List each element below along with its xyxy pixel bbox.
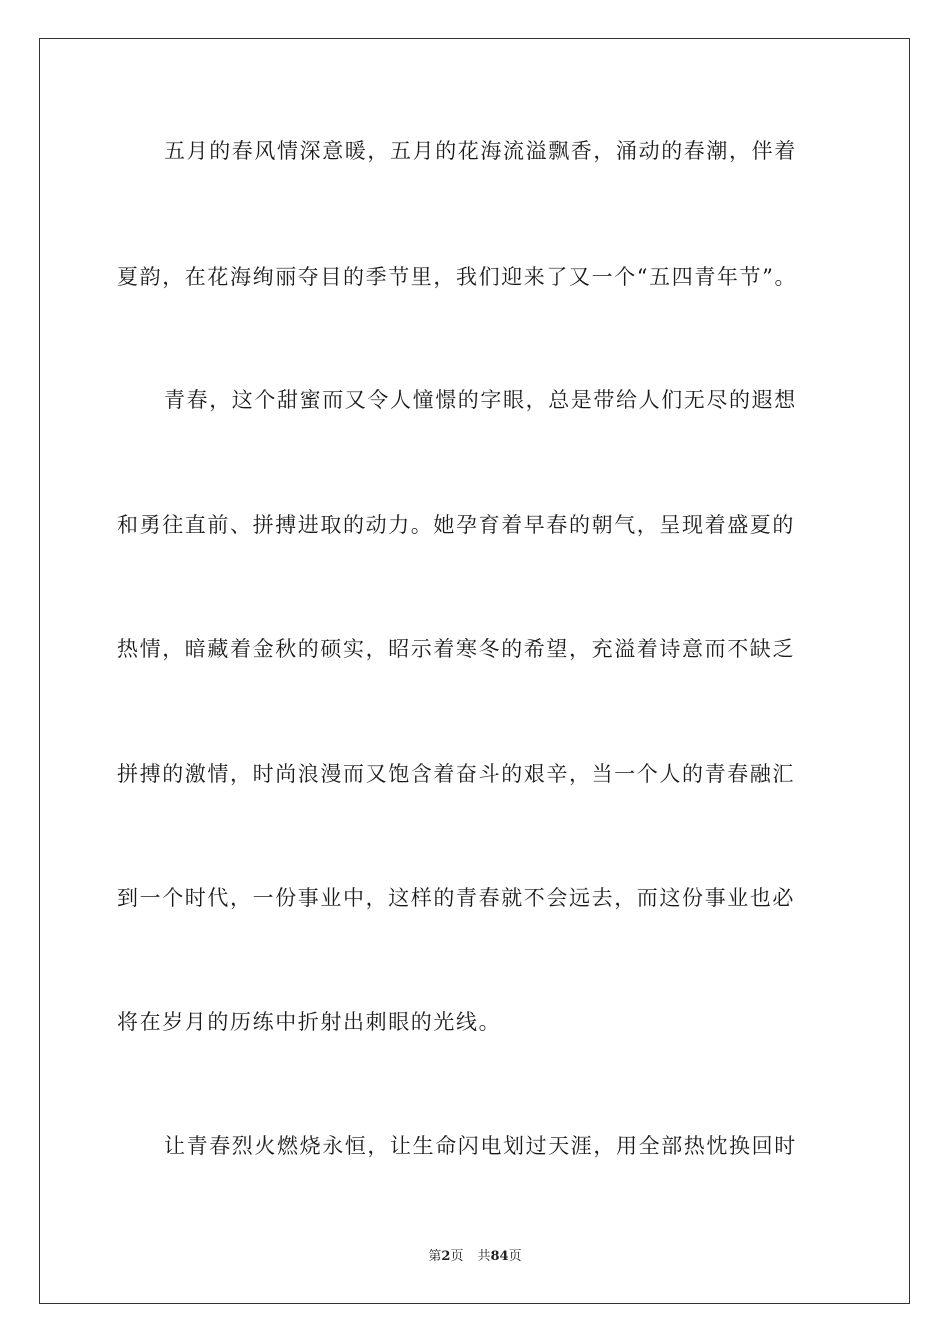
page-footer (0, 1248, 950, 1266)
paragraph-1-line-1: 五月的春风情深意暖，五月的花海流溢飘香，涌动的春潮，伴着 (164, 139, 797, 163)
paragraph-3-line-1: 让青春烈火燃烧永恒，让生命闪电划过天涯，用全部热忱换回时 (164, 1134, 797, 1158)
page-border (39, 38, 910, 1304)
paragraph-2-line-2: 和勇往直前、拼搏进取的动力。她孕育着早春的朝气，呈现着盛夏的 (117, 513, 795, 537)
total-pages: 84 (490, 1249, 509, 1264)
total-prefix: 共 (477, 1249, 491, 1264)
total-suffix: 页 (508, 1249, 522, 1264)
paragraph-1-line-2: 夏韵，在花海绚丽夺目的季节里，我们迎来了又一个“五四青年节”。 (117, 265, 798, 289)
paragraph-2-line-3: 热情，暗藏着金秋的硕实，昭示着寒冬的希望，充溢着诗意而不缺乏 (117, 637, 795, 661)
paragraph-2-line-1: 青春，这个甜蜜而又令人憧憬的字眼，总是带给人们无尽的遐想 (164, 388, 797, 412)
paragraph-2-line-4: 拼搏的激情，时尚浪漫而又饱含着奋斗的艰辛，当一个人的青春融汇 (117, 762, 795, 786)
page-suffix: 页 (450, 1249, 464, 1264)
paragraph-2-line-6: 将在岁月的历练中折射出刺眼的光线。 (117, 1010, 502, 1034)
page-prefix: 第 (428, 1249, 442, 1264)
paragraph-2-line-5: 到一个时代，一份事业中，这样的青春就不会远去，而这份事业也必 (117, 886, 795, 910)
page-number: 2 (441, 1249, 451, 1264)
